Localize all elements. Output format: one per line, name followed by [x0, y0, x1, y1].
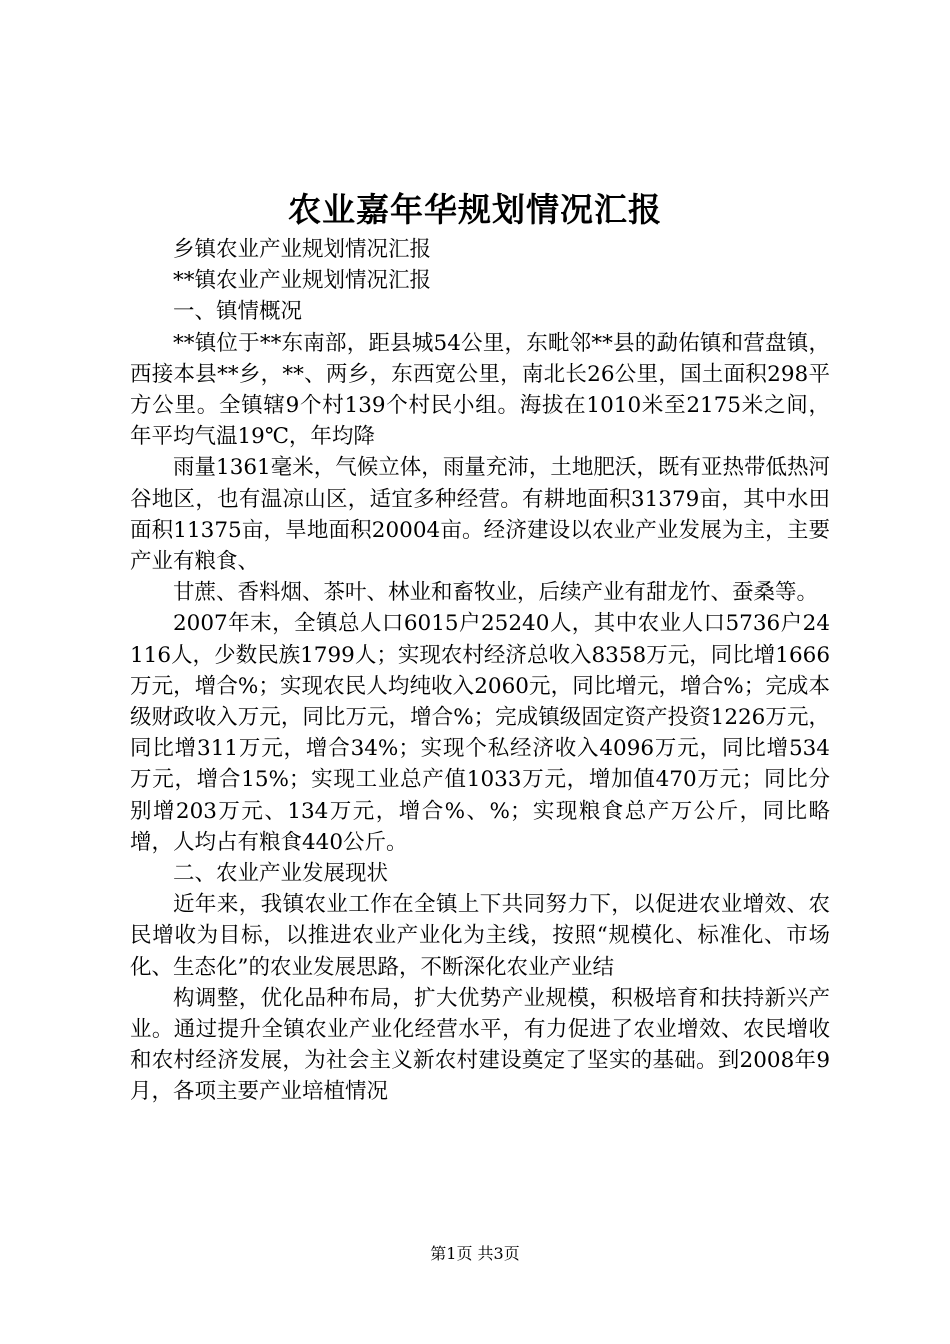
paragraph-statistics-2007: 2007年末，全镇总人口6015户25240人，其中农业人口5736户24116人，少数民族1799人；实现农村经济总收入8358万元，同比增1666万元，增合%；实现农民人均纯收入2060元，同比增元，增合%；完成本级财政收入万元，同比万元，增合%；完成镇级固定资产投资1226万元，同比增311万元，增合34%；实现个私经济收入4096万元，同比增534万元，增合15%；实现工业总产值1033万元，增加值470万元；同比分别增203万元、134万元，增合%、%；实现粮食总产万公斤，同比略增，人均占有粮食440公斤。	[130, 611, 830, 855]
paragraph-recent-years: 近年来，我镇农业工作在全镇上下共同努力下，以促进农业增效、农民增收为目标，以推进农业产业化为主线，按照“规模化、标准化、市场化、生态化”的农业发展思路，不断深化农业产业结	[130, 892, 830, 980]
paragraph-subtitle-1: 乡镇农业产业规划情况汇报	[173, 237, 432, 262]
paragraph-location: **镇位于**东南部，距县城54公里，东毗邻**县的勐佑镇和营盘镇，西接本县**乡，**、两乡，东西宽公里，南北长26公里，国土面积298平方公里。全镇辖9个村139个村民小组。海拔在1010米至2175米之间，年平均气温19℃，年均降	[130, 330, 830, 450]
paragraph-restructuring: 构调整，优化品种布局，扩大优势产业规模，积极培育和扶持新兴产业。通过提升全镇农业产业化经营水平，有力促进了农业增效、农民增收和农村经济发展，为社会主义新农村建设奠定了坚实的基础。到2008年9月，各项主要产业培植情况	[130, 985, 830, 1105]
document-title: 农业嘉年华规划情况汇报	[288, 190, 662, 229]
paragraph-subtitle-2: **镇农业产业规划情况汇报	[173, 268, 432, 294]
document-body	[130, 234, 830, 1108]
page-number-footer: 第1页 共3页	[430, 1244, 520, 1263]
paragraph-industries: 甘蔗、香料烟、茶叶、林业和畜牧业，后续产业有甜龙竹、蚕桑等。	[173, 580, 819, 606]
section-heading-industry-status: 二、农业产业发展现状	[173, 861, 389, 887]
paragraph-climate: 雨量1361毫米，气候立体，雨量充沛，土地肥沃，既有亚热带低热河谷地区，也有温凉山区，适宜多种经营。有耕地面积31379亩，其中水田面积11375亩，旱地面积20004亩。经济建设以农业产业发展为主，主要产业有粮食、	[130, 455, 830, 575]
section-heading-town-overview: 一、镇情概况	[173, 299, 303, 325]
